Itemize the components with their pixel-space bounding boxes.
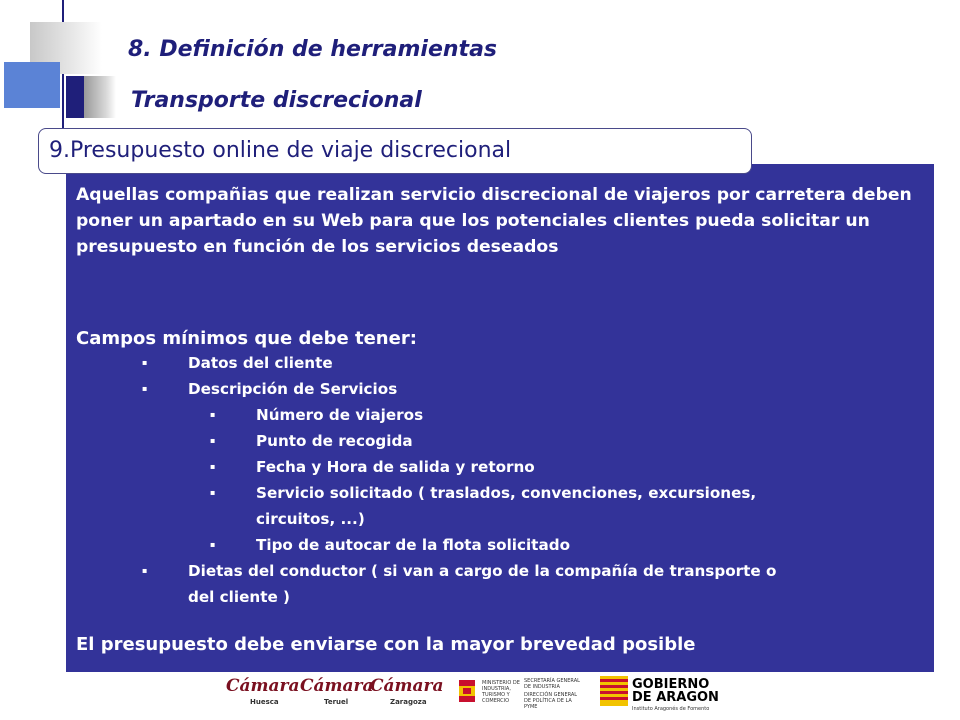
slide-subtitle: Transporte discrecional [131,88,422,113]
list-item: Número de viajeros [256,406,424,424]
decorative-navy-block [66,76,84,118]
list-item: Servicio solicitado ( traslados, convenciones, excursiones, [256,484,757,502]
list-item: Datos del cliente [188,354,333,372]
list-item: Fecha y Hora de salida y retorno [256,458,535,476]
bullet-icon: ▪ [142,358,148,367]
decorative-gray-block [84,76,116,118]
aragon-flag-icon [600,676,628,706]
list-item: Tipo de autocar de la flota solicitado [256,536,570,554]
list-item: Punto de recogida [256,432,413,450]
section-tab-label: 9.Presupuesto online de viaje discrecional [49,138,512,163]
section-tab [38,128,752,174]
slide-title: 8. Definición de herramientas [128,37,498,62]
list-item-continuation: del cliente ) [188,588,290,606]
bullet-icon: ▪ [142,384,148,393]
decorative-blue-block [4,62,60,108]
list-item: Descripción de Servicios [188,380,398,398]
list-item: Dietas del conductor ( si van a cargo de la compañía de transporte o [188,562,777,580]
list-item-continuation: circuitos, ...) [256,510,365,528]
fields-heading: Campos mínimos que debe tener: [76,328,417,349]
bullet-icon: ▪ [210,540,216,549]
closing-statement: El presupuesto debe enviarse con la mayor brevedad posible [76,634,696,655]
bullet-icon: ▪ [210,462,216,471]
bullet-icon: ▪ [210,436,216,445]
bullet-icon: ▪ [210,488,216,497]
content-panel [66,164,934,672]
bullet-icon: ▪ [210,410,216,419]
coat-of-arms-icon [456,678,478,706]
bullet-icon: ▪ [142,566,148,575]
decorative-line [62,0,64,24]
intro-paragraph: Aquellas compañias que realizan servicio discrecional de viajeros por carretera deben poner un apartado en su Web para que los potenciales clientes pueda solicitar un presupuesto en función de los servicios deseados [76,185,912,257]
sponsor-logos: Cámara Huesca Cámara Teruel Cámara Zaragoza MINISTERIO DE INDUSTRIA, TURISMO Y COMERCIO SECRETARÍA GENERAL DE INDUSTRIA DIRECCIÓN GENERAL DE POLÍTICA DE LA PYME GOBIERNO DE ARAGON Instituto Aragonés de Fomento [226,676,719,712]
